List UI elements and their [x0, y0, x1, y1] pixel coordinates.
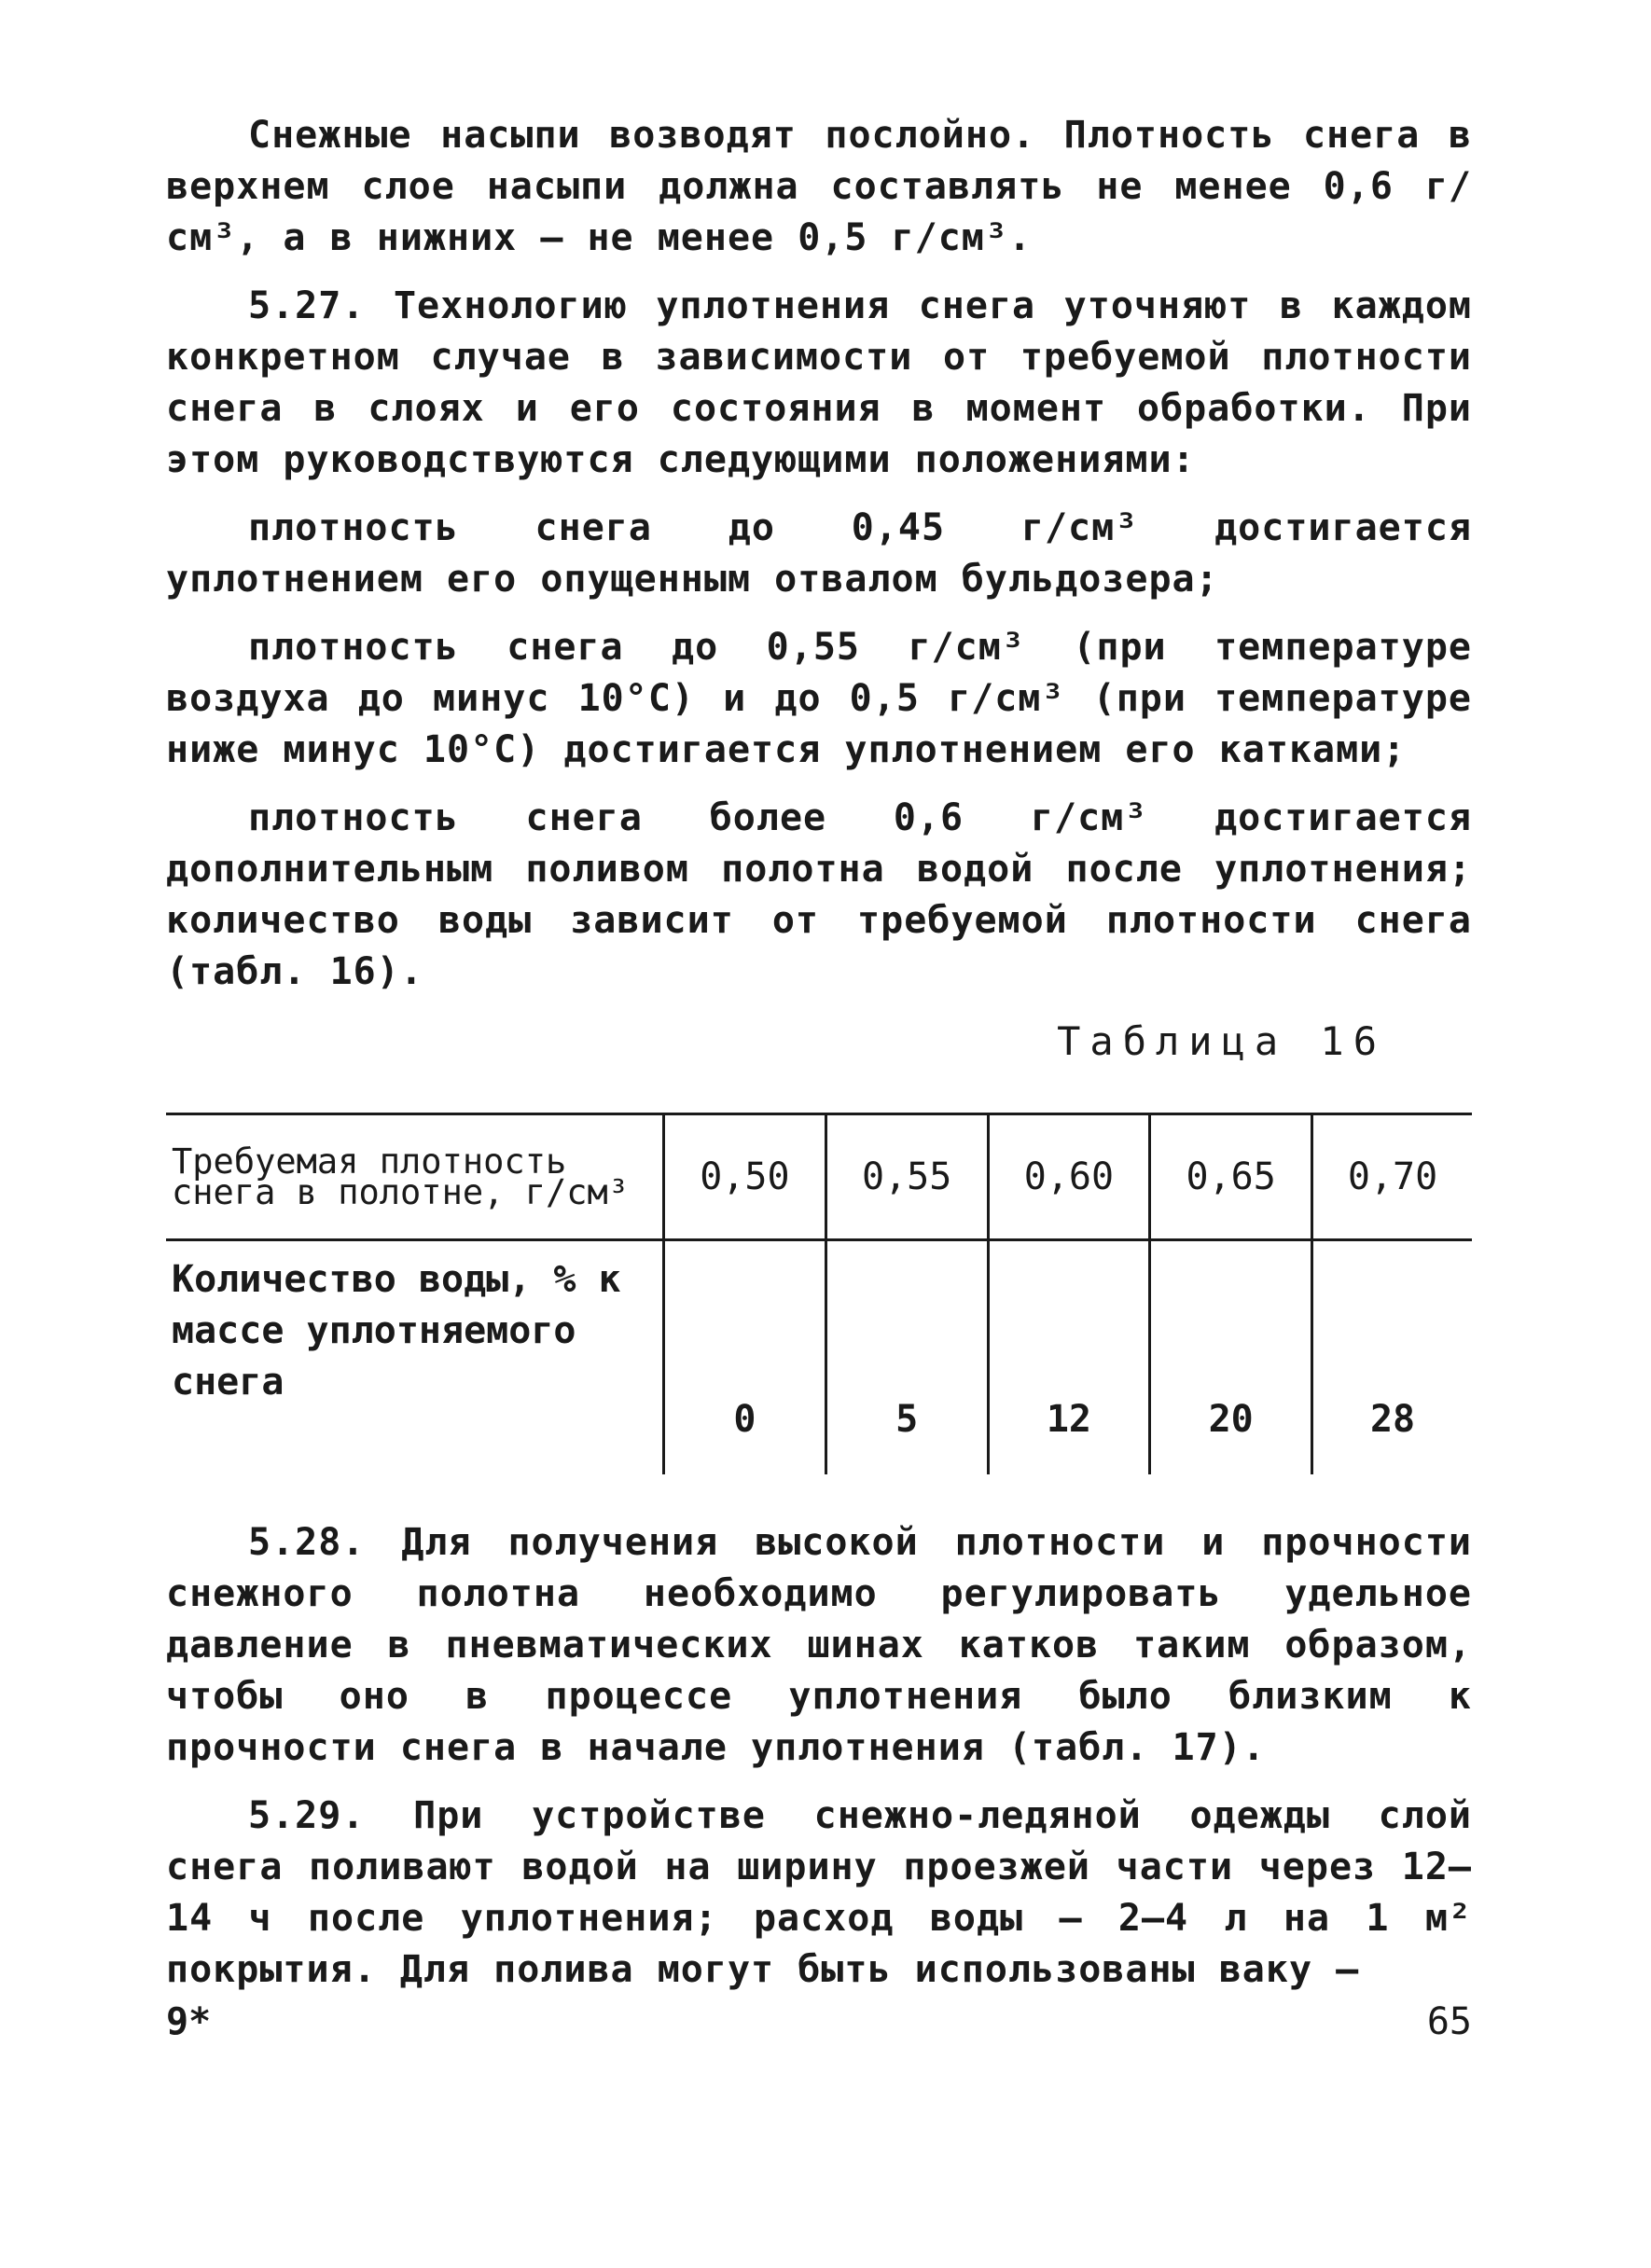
table-water-cell: 12: [988, 1240, 1150, 1475]
table-water-cell: 5: [826, 1240, 988, 1475]
paragraph-5-27: 5.27. Технологию уплотнения снега уточняют в каждом конкретном случае в зависимости от требуемой плотности снега в слоях и его состояния в момент обработки. При этом руководствуются следующими положениями:: [166, 284, 1472, 481]
table-header-label: Требуемая плотность снега в полотне, г/см³: [166, 1114, 664, 1240]
paragraph-watering: плотность снега более 0,6 г/см³ достигается дополнительным поливом полотна водой после уплотнения; количество воды зависит от требуемой плотности снега (табл. 16).: [166, 796, 1472, 993]
paragraph-5-29: 5.29. При устройстве снежно-ледяной одежды слой снега поливают водой на ширину проезжей части через 12–14 ч после уплотнения; расход воды – 2–4 л на 1 м² покрытия. Для полива могут быть использованы ваку –: [166, 1794, 1472, 1991]
table-16: [166, 1113, 1472, 1474]
table-density-cell: 0,65: [1150, 1114, 1312, 1240]
table-density-cell: 0,70: [1312, 1114, 1472, 1240]
table-density-cell: 0,55: [826, 1114, 988, 1240]
paragraph-5-28: 5.28. Для получения высокой плотности и прочности снежного полотна необходимо регулировать удельное давление в пневматических шинах катков таким образом, чтобы оно в процессе уплотнения было близким к прочности снега в начале уплотнения (табл. 17).: [166, 1521, 1472, 1769]
table-water-cell: 20: [1150, 1240, 1312, 1475]
paragraph-bulldozer: плотность снега до 0,45 г/см³ достигается уплотнением его опущенным отвалом бульдозера;: [166, 506, 1472, 601]
table-title: Таблица 16: [1057, 1018, 1386, 1064]
table-water-cell: 28: [1312, 1240, 1472, 1475]
table-density-cell: 0,50: [664, 1114, 826, 1240]
paragraph-rollers: плотность снега до 0,55 г/см³ (при температуре воздуха до минус 10°С) и до 0,5 г/см³ (при температуре ниже минус 10°С) достигается уплотнением его катками;: [166, 626, 1472, 771]
table-header-row: [166, 1114, 1472, 1240]
table-water-cell: 0: [664, 1240, 826, 1475]
signature-mark: 9*: [166, 2000, 212, 2043]
paragraph-snow-embankments: Снежные насыпи возводят послойно. Плотность снега в верхнем слое насыпи должна составлять не менее 0,6 г/см³, а в нижних – не менее 0,5 г/см³.: [166, 114, 1472, 259]
page-body: [166, 110, 1472, 1996]
table-row-label: Количество воды, % к массе уплотняемого снега: [172, 1258, 621, 1404]
table-water-row: [166, 1240, 1472, 1475]
table-density-cell: 0,60: [988, 1114, 1150, 1240]
page-number: 65: [1426, 2000, 1472, 2043]
